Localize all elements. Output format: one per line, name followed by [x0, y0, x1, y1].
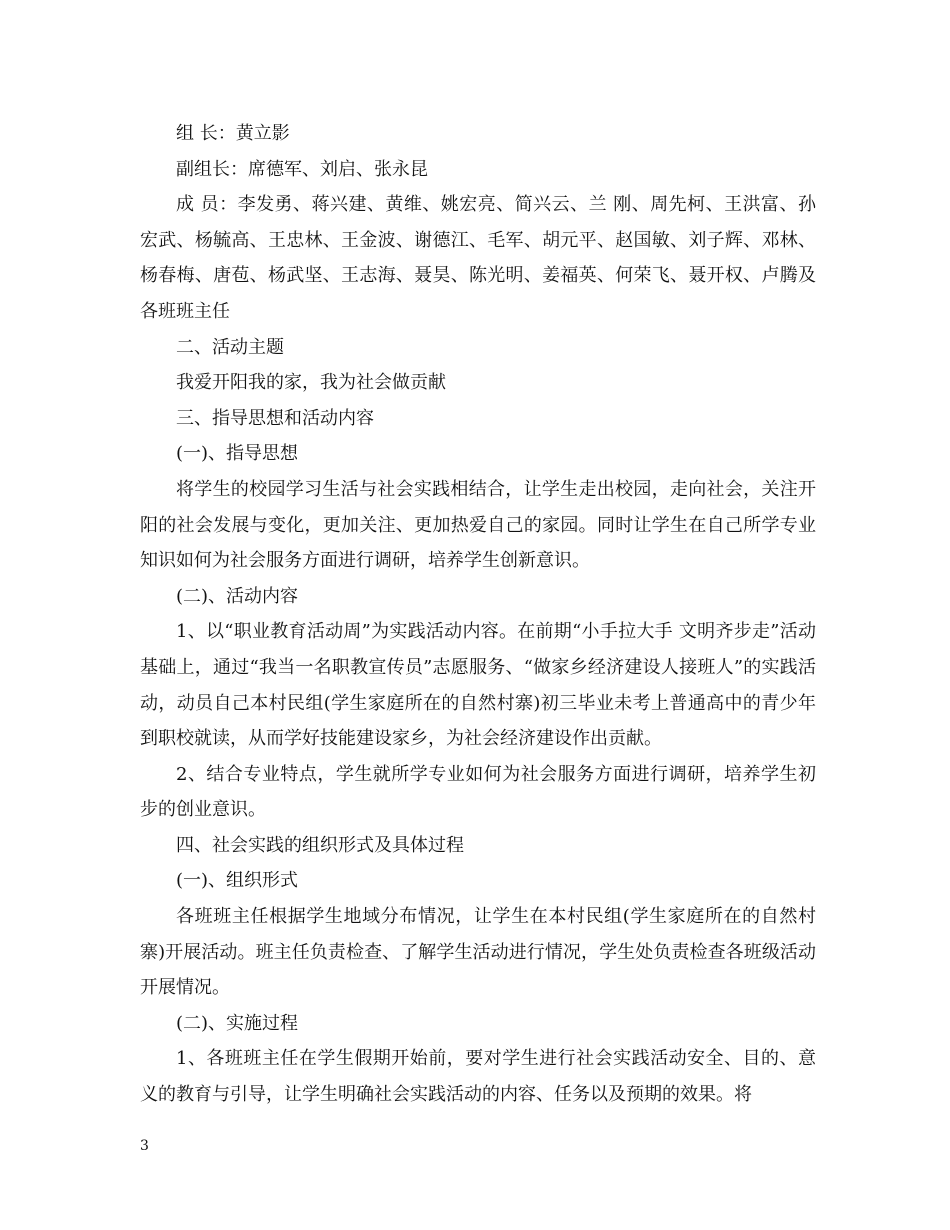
- team-leader-line: 组 长：黄立影: [176, 123, 290, 144]
- activity-item-1: 1、以“职业教育活动周”为实践活动内容。在前期“小手拉大手 文明齐步走”活动基础上，通过“我当一名职教宣传员”志愿服务、“做家乡经济建设人接班人”的实践活动，动员自己本村民组(学生家庭所在的自然村寨)初三毕业未考上普通高中的青少年到职校就读，从而学好技能建设家乡，为社会经济建设作出贡献。: [140, 621, 816, 750]
- organization-form-paragraph: 各班班主任根据学生地域分布情况，让学生在本村民组(学生家庭所在的自然村寨)开展活动。班主任负责检查、了解学生活动进行情况，学生处负责检查各班级活动开展情况。: [140, 906, 816, 999]
- subheading-activity-content: (二)、活动内容: [176, 585, 299, 607]
- implementation-item-1: 1、各班班主任在学生假期开始前，要对学生进行社会实践活动安全、目的、意义的教育与引导，让学生明确社会实践活动的内容、任务以及预期的效果。将: [140, 1048, 816, 1106]
- theme-text: 我爱开阳我的家，我为社会做贡献: [176, 372, 446, 394]
- section-heading-theme: 二、活动主题: [176, 336, 284, 358]
- subheading-guiding-idea: (一)、指导思想: [176, 443, 299, 465]
- activity-item-2: 2、结合专业特点，学生就所学专业如何为社会服务方面进行调研，培养学生初步的创业意识。: [140, 763, 816, 821]
- subheading-implementation: (二)、实施过程: [176, 1012, 299, 1034]
- section-heading-organization: 四、社会实践的组织形式及具体过程: [176, 834, 464, 856]
- deputy-leader-line: 副组长：席德军、刘启、张永昆: [176, 158, 428, 180]
- body-text: [140, 116, 816, 1113]
- guiding-idea-paragraph: 将学生的校园学习生活与社会实践相结合，让学生走出校园，走向社会，关注开阳的社会发展与变化，更加关注、更加热爱自己的家园。同时让学生在自己所学专业知识如何为社会服务方面进行调研，培养学生创新意识。: [140, 478, 816, 572]
- members-paragraph: 成 员：李发勇、蒋兴建、黄维、姚宏亮、简兴云、兰 刚、周先柯、王洪富、孙宏武、杨毓高、王忠林、王金波、谢德江、毛军、胡元平、赵国敏、刘子辉、邓林、杨春梅、唐苞、杨武坚、王志海、聂昊、陈光明、姜福英、何荣飞、聂开权、卢腾及各班班主任: [140, 194, 816, 322]
- page-number: 3: [140, 1138, 149, 1154]
- section-heading-guiding: 三、指导思想和活动内容: [176, 407, 374, 429]
- subheading-organization-form: (一)、组织形式: [176, 870, 299, 892]
